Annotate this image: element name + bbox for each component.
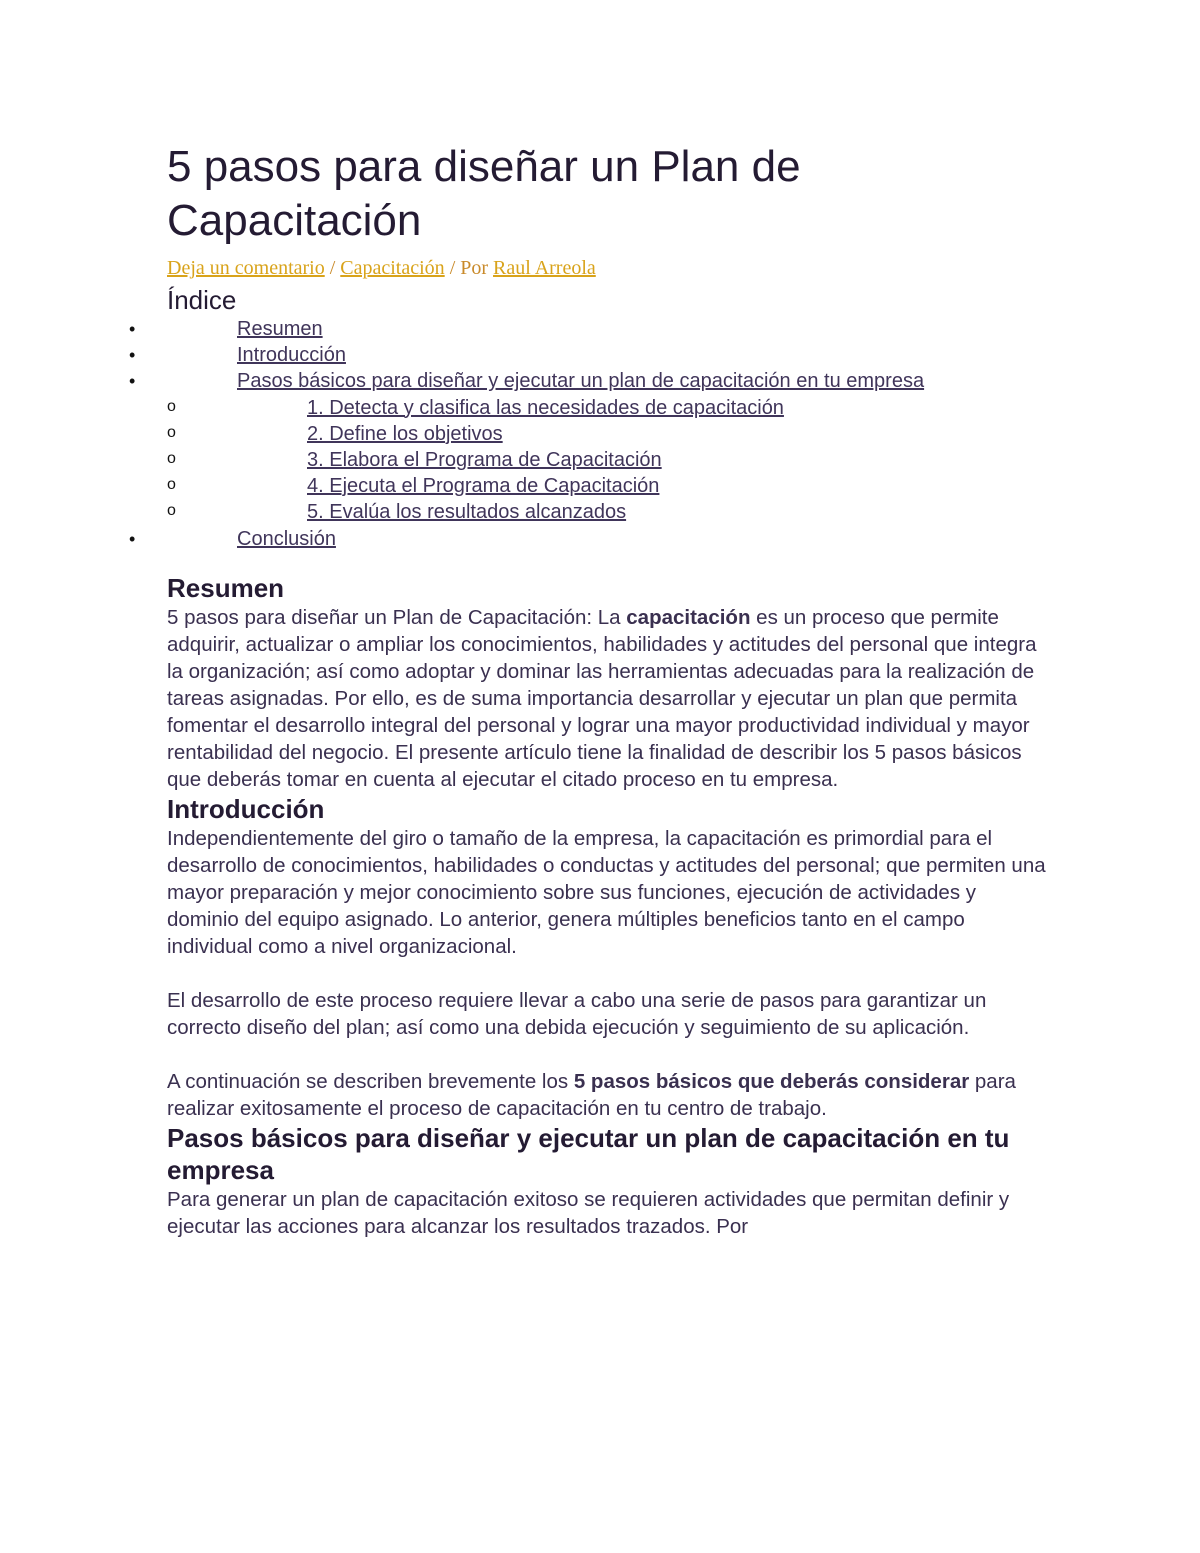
bullet-icon: • [129, 319, 136, 339]
intro-p3-start: A continuación se describen brevemente los [167, 1069, 574, 1093]
toc-link-paso-2[interactable]: 2. Define los objetivos [307, 422, 503, 445]
toc-link-resumen[interactable]: Resumen [237, 318, 323, 340]
resumen-text-end: es un proceso que permite adquirir, actualizar o ampliar los conocimientos, habilidades y actitudes del personal que integra la organización; así como adoptar y dominar las herramientas adecuadas para la realización de tareas asignadas. Por ello, es de suma importancia desarrollar y ejecutar un plan que permita fomentar el desarrollo integral del personal y lograr una mayor productividad individual y mayor rentabilidad del negocio. El presente artículo tiene la finalidad de describir los 5 pasos básicos que deberás tomar en cuenta al ejecutar el citado proceso en tu empresa. [167, 605, 1037, 791]
circle-bullet-icon: o [167, 476, 176, 494]
paragraph-gap [167, 960, 1047, 987]
toc-item-paso-1 [167, 395, 1047, 421]
toc-item-paso-2 [167, 421, 1047, 447]
comment-link[interactable]: Deja un comentario [167, 257, 325, 279]
toc-link-conclusion[interactable]: Conclusión [237, 527, 336, 550]
article-content [129, 140, 1047, 1240]
toc-item-paso-5 [167, 499, 1047, 525]
toc-link-introduccion[interactable]: Introducción [237, 344, 346, 367]
circle-bullet-icon: o [167, 397, 176, 415]
paragraph-gap [167, 1041, 1047, 1068]
section-heading-introduccion: Introducción [167, 793, 325, 824]
toc-link-paso-5[interactable]: 5. Evalúa los resultados alcanzados [307, 501, 627, 524]
toc-item-paso-4 [167, 473, 1047, 499]
intro-paragraph-1: Independientemente del giro o tamaño de la empresa, la capacitación es primordial para el desarrollo de conocimientos, habilidades o conductas y actitudes del personal; que permiten una mayor preparación y mejor conocimiento sobre sus funciones, ejecución de actividades y dominio del equipo asignado. Lo anterior, genera múltiples beneficios tanto en el campo individual como a nivel organizacional. [167, 826, 1046, 958]
circle-bullet-icon: o [167, 423, 176, 441]
resumen-bold-term: capacitación [626, 605, 751, 629]
pasos-paragraph-1: Para generar un plan de capacitación exitoso se requieren actividades que permitan definir y ejecutar las acciones para alcanzar los resultados trazados. Por [167, 1187, 1010, 1238]
spacer [167, 552, 1047, 572]
intro-paragraph-3 [167, 1068, 1047, 1122]
toc-item-conclusion [129, 526, 1047, 552]
meta-author-prefix: / Por [444, 257, 494, 279]
category-link[interactable]: Capacitación [340, 257, 445, 279]
table-of-contents [129, 316, 1047, 552]
toc-item-introduccion [129, 342, 1047, 368]
intro-p3-end: para realizar exitosamente el proceso de capacitación en tu centro de trabajo. [167, 1069, 1016, 1120]
intro-paragraph-2: El desarrollo de este proceso requiere llevar a cabo una serie de pasos para garantizar un correcto diseño del plan; así como una debida ejecución y seguimiento de su aplicación. [167, 988, 987, 1039]
article-meta [167, 254, 1047, 282]
resumen-paragraph [167, 604, 1047, 793]
toc-link-pasos[interactable]: Pasos básicos para diseñar y ejecutar un plan de capacitación en tu empresa [237, 370, 925, 393]
intro-p3-bold: 5 pasos básicos que deberás considerar [573, 1069, 970, 1093]
bullet-icon: • [129, 345, 136, 366]
toc-link-paso-4[interactable]: 4. Ejecuta el Programa de Capacitación [307, 475, 660, 498]
toc-link-paso-1[interactable]: 1. Detecta y clasifica las necesidades de capacitación [307, 396, 784, 419]
section-heading-resumen: Resumen [167, 572, 285, 603]
toc-link-paso-3[interactable]: 3. Elabora el Programa de Capacitación [307, 448, 662, 471]
toc-item-paso-3 [167, 447, 1047, 473]
index-heading: Índice [167, 285, 237, 315]
author-link[interactable]: Raul Arreola [493, 257, 596, 279]
section-heading-pasos: Pasos básicos para diseñar y ejecutar un plan de capacitación en tu empresa [167, 1122, 1010, 1185]
page-title: 5 pasos para diseñar un Plan de Capacitación [167, 142, 801, 245]
toc-item-pasos [129, 368, 1047, 394]
circle-bullet-icon: o [167, 502, 176, 520]
resumen-text-start: 5 pasos para diseñar un Plan de Capacitación: La [167, 605, 627, 629]
toc-item-resumen [129, 316, 1047, 342]
meta-separator: / [324, 257, 341, 279]
bullet-icon: • [129, 371, 136, 392]
bullet-icon: • [129, 528, 136, 549]
circle-bullet-icon: o [167, 449, 176, 467]
